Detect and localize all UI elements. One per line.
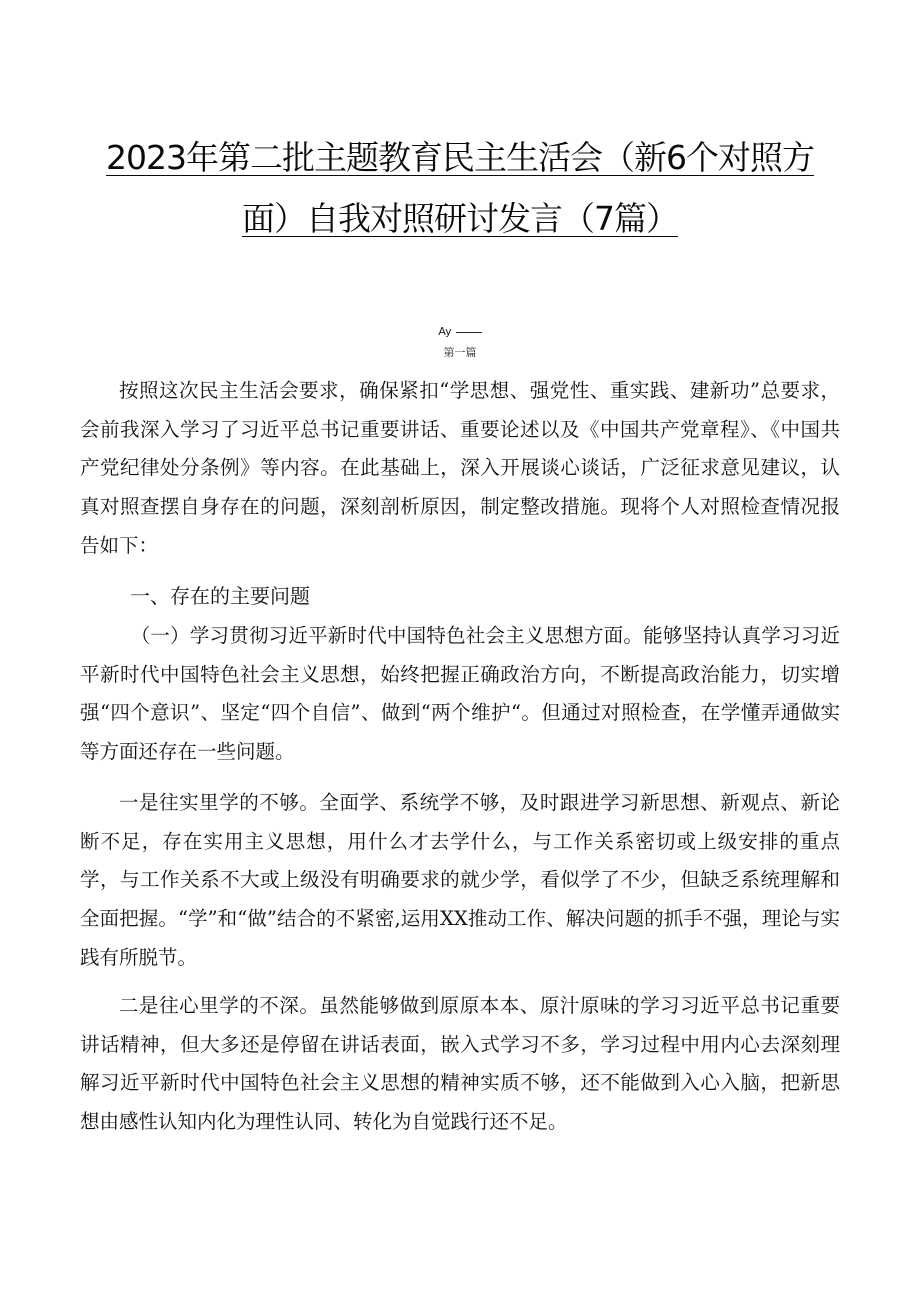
document-title-line-1: 2023年第二批主题教育民主生活会（新6个对照方 [106, 138, 814, 177]
paragraph-point-two-text: 二是往心里学的不深。虽然能够做到原原本本、原汁原味的学习习近平总书记重要讲话精神，但大多还是停留在讲话表面，嵌入式学习不多，学习过程中用内心去深刻理解习近平新时代中国特色社会主义思想的精神实质不够，还不能做到入心入脑，把新思想由感性认知内化为理性认同、转化为自觉践行还不足。 [80, 994, 840, 1134]
paragraph-point-two [80, 987, 840, 1142]
subhead-mark: Ay [0, 325, 920, 338]
intro-text: 按照这次民主生活会要求，确保紧扣“学思想、强党性、重实践、建新功”总要求，会前我深入学习了习近平总书记重要讲话、重要论述以及《中国共产党章程》、《中国共产党纪律处分条例》等内容。在此基础上，深入开展谈心谈话，广泛征求意见建议，认真对照查摆自身存在的问题，深刻剖析原因，制定整改措施。现将个人对照检查情况报告如下： [80, 379, 840, 557]
heading-main-problems: 一、存在的主要问题 [130, 584, 310, 608]
paragraph-study-thought [80, 617, 840, 772]
subhead-rule [456, 332, 482, 333]
paragraph-study-thought-text: （一）学习贯彻习近平新时代中国特色社会主义思想方面。能够坚持认真学习习近平新时代中国特色社会主义思想，始终把握正确政治方向，不断提高政治能力，切实增强“四个意识”、坚定“四个自信”、做到“两个维护“。但通过对照检查，在学懂弄通做实等方面还存在一些问题。 [80, 624, 840, 764]
paragraph-point-one-text: 一是往实里学的不够。全面学、系统学不够，及时跟进学习新思想、新观点、新论断不足，存在实用主义思想，用什么才去学什么，与工作关系密切或上级安排的重点学，与工作关系不大或上级没有明确要求的就少学，看似学了不少，但缺乏系统理解和全面把握。“学”和“做”结合的不紧密,运用XX推动工作、解决问题的抓手不强，理论与实践有所脱节。 [80, 791, 840, 969]
intro-paragraph [80, 372, 840, 566]
document-title-line-2: 面）自我对照研讨发言（7篇） [242, 199, 678, 238]
paragraph-point-one [80, 784, 840, 978]
section-label: 第一篇 [443, 346, 477, 359]
